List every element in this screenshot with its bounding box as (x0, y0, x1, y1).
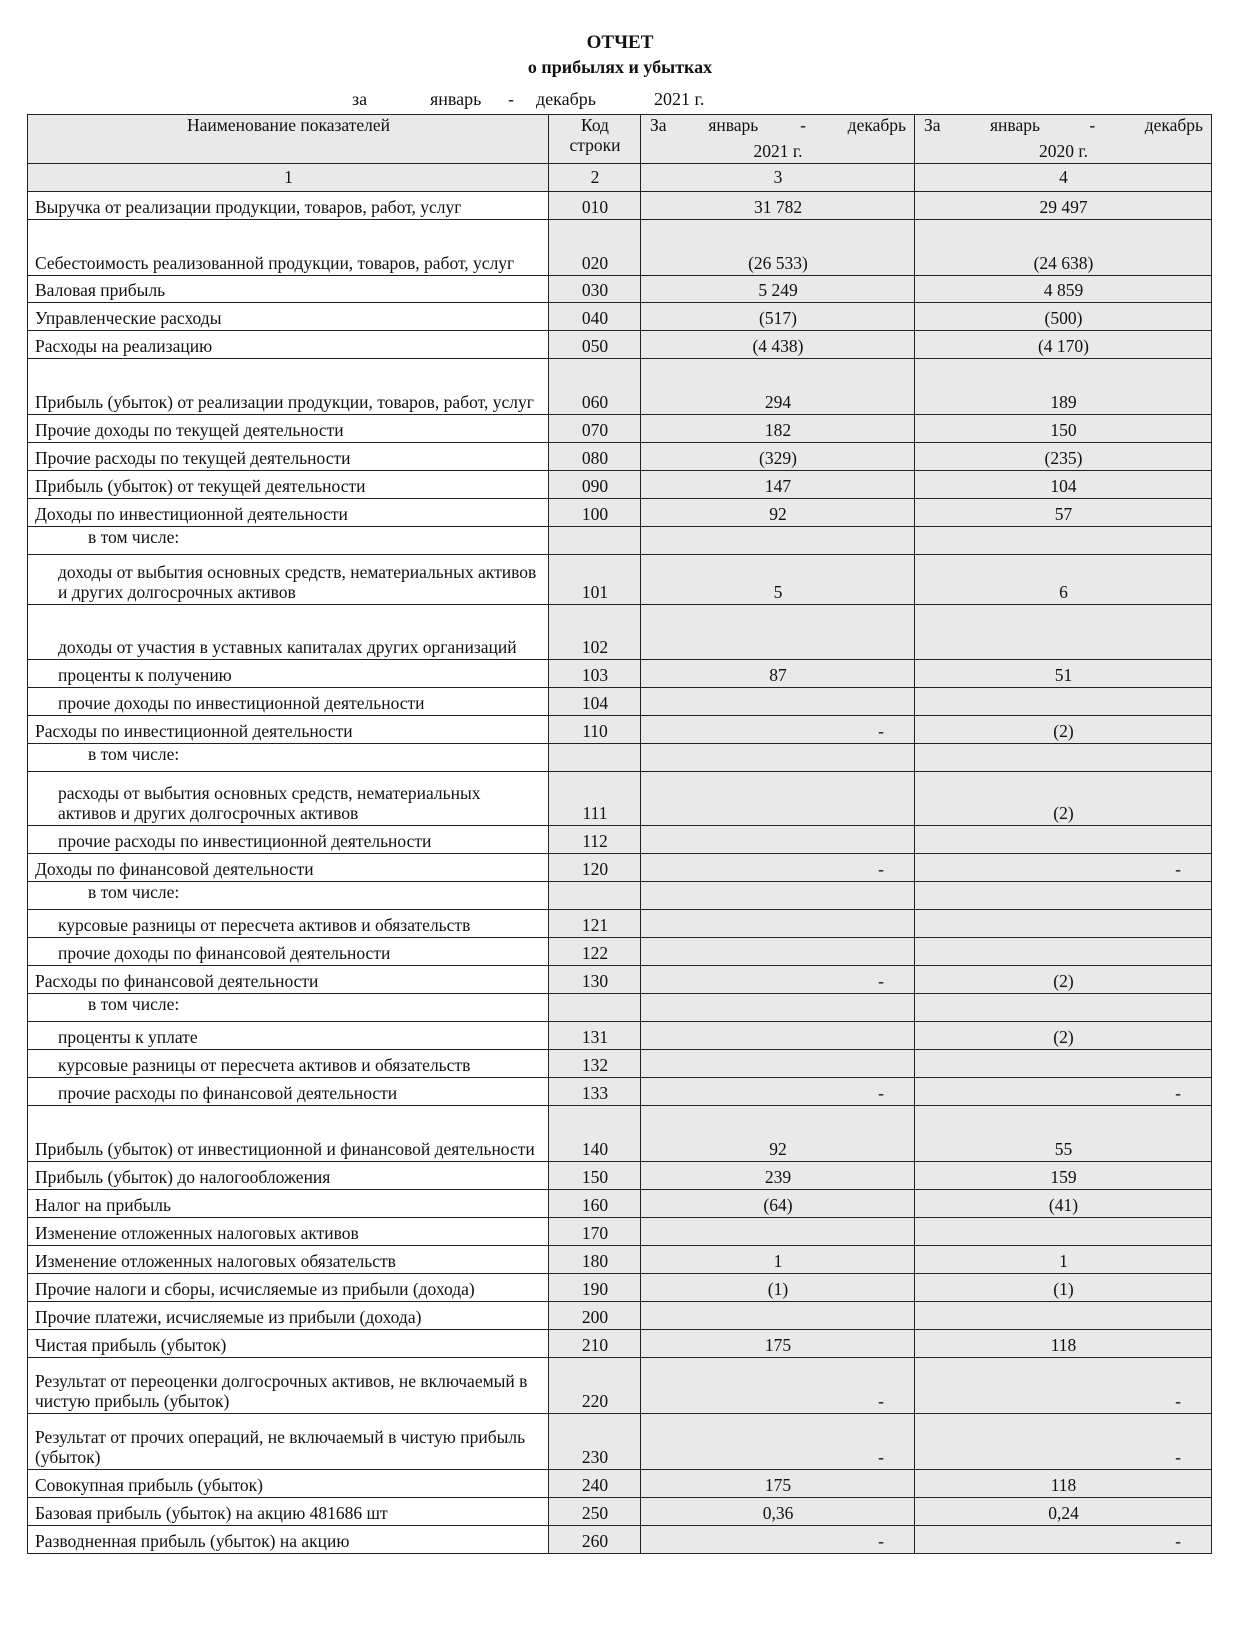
row-value-2021 (641, 527, 915, 555)
header-col3-period (648, 115, 908, 135)
row-code: 121 (549, 910, 641, 938)
column-number-row (28, 164, 1212, 192)
row-code: 080 (549, 443, 641, 471)
row-value-2020: (2) (915, 1022, 1212, 1050)
row-value-2021 (641, 1302, 915, 1330)
row-name: Изменение отложенных налоговых активов (28, 1218, 549, 1246)
row-value-2020: (2) (915, 966, 1212, 994)
table-row (28, 527, 1212, 555)
row-value-2021: 1 (641, 1246, 915, 1274)
table-row (28, 220, 1212, 276)
header-col3-dash: - (800, 115, 806, 135)
row-value-2020: 6 (915, 555, 1212, 605)
row-value-2021 (641, 882, 915, 910)
table-row (28, 1022, 1212, 1050)
row-name: Прочие доходы по текущей деятельности (28, 415, 549, 443)
row-value-2021: 294 (641, 359, 915, 415)
row-value-2020: 189 (915, 359, 1212, 415)
row-name: Результат от переоценки долгосрочных активов, не включаемый в чистую прибыль (убыток) (28, 1358, 549, 1414)
row-value-2021: - (641, 1414, 915, 1470)
row-code: 210 (549, 1330, 641, 1358)
row-name: курсовые разницы от пересчета активов и обязательств (28, 1050, 549, 1078)
header-col4-za: За (924, 115, 941, 135)
report-title: ОТЧЕТ (586, 32, 654, 53)
row-value-2020: (41) (915, 1190, 1212, 1218)
row-code: 131 (549, 1022, 641, 1050)
row-name: проценты к получению (28, 660, 549, 688)
row-value-2020: 1 (915, 1246, 1212, 1274)
column-number-3: 3 (641, 164, 915, 192)
row-value-2021: (4 438) (641, 331, 915, 359)
row-value-2020: (500) (915, 303, 1212, 331)
table-row (28, 303, 1212, 331)
row-code: 260 (549, 1526, 641, 1554)
table-row (28, 499, 1212, 527)
row-value-2020: 55 (915, 1106, 1212, 1162)
row-code: 102 (549, 605, 641, 660)
row-value-2021 (641, 910, 915, 938)
row-code: 060 (549, 359, 641, 415)
row-name: Валовая прибыль (28, 276, 549, 303)
row-code (549, 994, 641, 1022)
row-name: в том числе: (28, 527, 549, 555)
header-code (549, 115, 641, 164)
row-value-2021: 182 (641, 415, 915, 443)
row-value-2020 (915, 744, 1212, 772)
row-value-2021: 5 (641, 555, 915, 605)
row-name: Налог на прибыль (28, 1190, 549, 1218)
row-value-2021: (64) (641, 1190, 915, 1218)
row-code: 250 (549, 1498, 641, 1526)
row-name: прочие доходы по финансовой деятельности (28, 938, 549, 966)
row-code: 020 (549, 220, 641, 276)
header-col4 (915, 115, 1212, 164)
row-name: Разводненная прибыль (убыток) на акцию (28, 1526, 549, 1554)
row-name: Прочие налоги и сборы, исчисляемые из прибыли (дохода) (28, 1274, 549, 1302)
row-value-2020: 118 (915, 1470, 1212, 1498)
table-row (28, 1078, 1212, 1106)
table-row (28, 688, 1212, 716)
row-value-2021: - (641, 716, 915, 744)
row-value-2020 (915, 910, 1212, 938)
table-row (28, 1050, 1212, 1078)
row-value-2021: 92 (641, 499, 915, 527)
row-value-2021: (26 533) (641, 220, 915, 276)
row-name: Прочие платежи, исчисляемые из прибыли (дохода) (28, 1302, 549, 1330)
row-code: 040 (549, 303, 641, 331)
row-value-2021: - (641, 854, 915, 882)
row-name: Расходы по финансовой деятельности (28, 966, 549, 994)
row-value-2021: - (641, 1078, 915, 1106)
row-value-2020: 159 (915, 1162, 1212, 1190)
header-col4-dash: - (1089, 115, 1096, 135)
row-name: Доходы по инвестиционной деятельности (28, 499, 549, 527)
row-value-2021 (641, 938, 915, 966)
row-value-2021: 147 (641, 471, 915, 499)
income-statement-table (27, 114, 1212, 1554)
row-value-2021: 31 782 (641, 192, 915, 220)
table-row (28, 772, 1212, 826)
report-subtitle: о прибылях и убытках (527, 57, 713, 77)
row-name: Прибыль (убыток) от реализации продукции, товаров, работ, услуг (28, 359, 549, 415)
row-value-2020: - (915, 1358, 1212, 1414)
row-code: 140 (549, 1106, 641, 1162)
row-value-2021: 239 (641, 1162, 915, 1190)
row-value-2020 (915, 1050, 1212, 1078)
table-row (28, 854, 1212, 882)
row-name: Результат от прочих операций, не включаемый в чистую прибыль (убыток) (28, 1414, 549, 1470)
table-row (28, 744, 1212, 772)
row-code: 190 (549, 1274, 641, 1302)
row-name: Прибыль (убыток) от инвестиционной и финансовой деятельности (28, 1106, 549, 1162)
table-row (28, 1330, 1212, 1358)
row-code: 101 (549, 555, 641, 605)
table-row (28, 1106, 1212, 1162)
table-row (28, 660, 1212, 688)
period-dash: - (508, 89, 514, 109)
period-za: за (352, 89, 368, 109)
table-row (28, 415, 1212, 443)
row-name: расходы от выбытия основных средств, нематериальных активов и других долгосрочных активов (28, 772, 549, 826)
table-row (28, 938, 1212, 966)
row-value-2020: 57 (915, 499, 1212, 527)
row-code: 230 (549, 1414, 641, 1470)
row-value-2020 (915, 826, 1212, 854)
row-value-2020: (1) (915, 1274, 1212, 1302)
table-header-row (28, 115, 1212, 164)
row-code: 030 (549, 276, 641, 303)
row-name: Управленческие расходы (28, 303, 549, 331)
row-value-2020: 104 (915, 471, 1212, 499)
row-value-2021: - (641, 1358, 915, 1414)
row-name: проценты к уплате (28, 1022, 549, 1050)
column-number-4: 4 (915, 164, 1212, 192)
table-row (28, 1190, 1212, 1218)
row-value-2021: 0,36 (641, 1498, 915, 1526)
row-code: 120 (549, 854, 641, 882)
header-code-label: Код строки (569, 115, 621, 155)
row-name: прочие доходы по инвестиционной деятельности (28, 688, 549, 716)
period-year: 2021 г. (654, 89, 705, 109)
table-row (28, 443, 1212, 471)
period-to: декабрь (536, 89, 596, 109)
row-value-2021: - (641, 1526, 915, 1554)
header-col3 (641, 115, 915, 164)
row-value-2020: - (915, 1526, 1212, 1554)
table-row (28, 826, 1212, 854)
row-value-2020 (915, 994, 1212, 1022)
row-code: 050 (549, 331, 641, 359)
row-value-2021: 175 (641, 1330, 915, 1358)
row-value-2020: (4 170) (915, 331, 1212, 359)
header-col3-year: 2021 г. (753, 141, 803, 161)
table-row (28, 1358, 1212, 1414)
table-row (28, 910, 1212, 938)
row-code: 240 (549, 1470, 641, 1498)
row-value-2020: 29 497 (915, 192, 1212, 220)
row-value-2021 (641, 1022, 915, 1050)
row-value-2020 (915, 527, 1212, 555)
row-value-2021: 87 (641, 660, 915, 688)
row-code: 112 (549, 826, 641, 854)
row-code (549, 527, 641, 555)
header-col4-period (922, 115, 1205, 135)
row-value-2021: - (641, 966, 915, 994)
row-value-2021 (641, 1218, 915, 1246)
table-row (28, 331, 1212, 359)
row-value-2021: (1) (641, 1274, 915, 1302)
header-col4-to: декабрь (1144, 115, 1203, 135)
row-name: Совокупная прибыль (убыток) (28, 1470, 549, 1498)
table-row (28, 1274, 1212, 1302)
row-name: Выручка от реализации продукции, товаров, работ, услуг (28, 192, 549, 220)
header-col3-from: январь (708, 115, 759, 135)
header-col4-year: 2020 г. (1039, 141, 1088, 161)
row-value-2020: (2) (915, 772, 1212, 826)
row-value-2020 (915, 1302, 1212, 1330)
row-code: 111 (549, 772, 641, 826)
row-name: прочие расходы по финансовой деятельности (28, 1078, 549, 1106)
period-from: январь (430, 89, 482, 109)
row-value-2020: - (915, 854, 1212, 882)
row-code (549, 882, 641, 910)
table-row (28, 716, 1212, 744)
table-row (28, 605, 1212, 660)
row-value-2021: (517) (641, 303, 915, 331)
row-code: 220 (549, 1358, 641, 1414)
table-row (28, 1414, 1212, 1470)
row-name: Прибыль (убыток) от текущей деятельности (28, 471, 549, 499)
table-row (28, 192, 1212, 220)
table-row (28, 994, 1212, 1022)
row-value-2020: 51 (915, 660, 1212, 688)
row-name: Доходы по финансовой деятельности (28, 854, 549, 882)
table-row (28, 276, 1212, 303)
row-code: 103 (549, 660, 641, 688)
header-col4-from: январь (990, 115, 1040, 135)
row-value-2021 (641, 688, 915, 716)
row-name: Чистая прибыль (убыток) (28, 1330, 549, 1358)
row-code: 010 (549, 192, 641, 220)
row-name: в том числе: (28, 882, 549, 910)
table-body (28, 115, 1212, 1554)
table-row (28, 359, 1212, 415)
row-value-2021 (641, 826, 915, 854)
table-row (28, 1218, 1212, 1246)
row-value-2020: (235) (915, 443, 1212, 471)
row-value-2021 (641, 605, 915, 660)
row-name: Базовая прибыль (убыток) на акцию 481686 шт (28, 1498, 549, 1526)
row-name: Прочие расходы по текущей деятельности (28, 443, 549, 471)
row-code: 160 (549, 1190, 641, 1218)
row-value-2020: (24 638) (915, 220, 1212, 276)
row-code: 133 (549, 1078, 641, 1106)
row-code: 070 (549, 415, 641, 443)
table-row (28, 555, 1212, 605)
table-row (28, 1470, 1212, 1498)
row-code: 122 (549, 938, 641, 966)
row-value-2021 (641, 772, 915, 826)
row-name: в том числе: (28, 744, 549, 772)
row-name: курсовые разницы от пересчета активов и обязательств (28, 910, 549, 938)
row-code: 100 (549, 499, 641, 527)
row-name: Расходы по инвестиционной деятельности (28, 716, 549, 744)
table-row (28, 1302, 1212, 1330)
table-row (28, 1526, 1212, 1554)
row-code: 170 (549, 1218, 641, 1246)
row-code: 132 (549, 1050, 641, 1078)
row-code: 090 (549, 471, 641, 499)
row-value-2020: 0,24 (915, 1498, 1212, 1526)
row-code: 150 (549, 1162, 641, 1190)
row-name: Прибыль (убыток) до налогообложения (28, 1162, 549, 1190)
column-number-1: 1 (28, 164, 549, 192)
row-name: доходы от участия в уставных капиталах других организаций (28, 605, 549, 660)
table-row (28, 1162, 1212, 1190)
row-value-2020 (915, 938, 1212, 966)
row-name: прочие расходы по инвестиционной деятельности (28, 826, 549, 854)
row-code: 110 (549, 716, 641, 744)
row-value-2021 (641, 744, 915, 772)
row-code: 104 (549, 688, 641, 716)
header-col3-to: декабрь (847, 115, 906, 135)
row-value-2021 (641, 994, 915, 1022)
row-value-2020: (2) (915, 716, 1212, 744)
row-code: 130 (549, 966, 641, 994)
row-value-2020 (915, 1218, 1212, 1246)
row-name: в том числе: (28, 994, 549, 1022)
row-name: Расходы на реализацию (28, 331, 549, 359)
table-row (28, 1498, 1212, 1526)
row-value-2020 (915, 605, 1212, 660)
row-value-2021: 5 249 (641, 276, 915, 303)
row-code (549, 744, 641, 772)
row-code: 200 (549, 1302, 641, 1330)
row-value-2020: 118 (915, 1330, 1212, 1358)
row-name: Изменение отложенных налоговых обязательств (28, 1246, 549, 1274)
table-row (28, 882, 1212, 910)
row-value-2021 (641, 1050, 915, 1078)
row-code: 180 (549, 1246, 641, 1274)
header-col3-za: За (650, 115, 667, 135)
row-name: Себестоимость реализованной продукции, товаров, работ, услуг (28, 220, 549, 276)
row-value-2020: 4 859 (915, 276, 1212, 303)
row-value-2020: 150 (915, 415, 1212, 443)
row-value-2020: - (915, 1078, 1212, 1106)
row-value-2020 (915, 882, 1212, 910)
row-value-2021: (329) (641, 443, 915, 471)
column-number-2: 2 (549, 164, 641, 192)
table-row (28, 471, 1212, 499)
row-value-2020: - (915, 1414, 1212, 1470)
row-value-2021: 175 (641, 1470, 915, 1498)
table-row (28, 1246, 1212, 1274)
table-row (28, 966, 1212, 994)
row-value-2021: 92 (641, 1106, 915, 1162)
header-name: Наименование показателей (28, 115, 549, 164)
row-value-2020 (915, 688, 1212, 716)
row-name: доходы от выбытия основных средств, нематериальных активов и других долгосрочных активов (28, 555, 549, 605)
